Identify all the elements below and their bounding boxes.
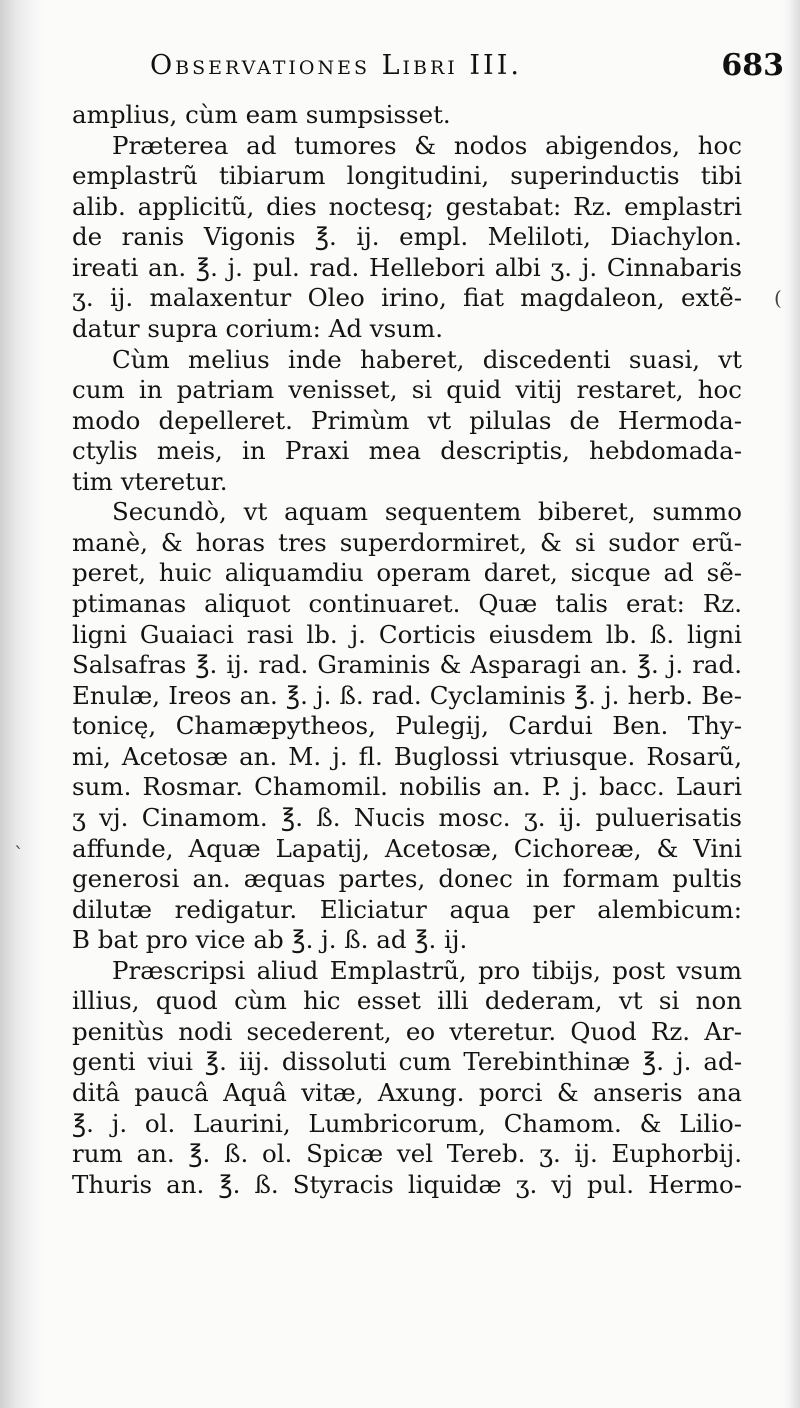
margin-mark-right: (: [774, 286, 782, 310]
text-line-9: Cùm melius inde haberet, discedenti suasi, vt: [112, 344, 742, 374]
text-line-7: ʒ. ij. malaxentur Oleo irino, fiat magdaleon, extẽ-: [72, 283, 742, 313]
text-line-3: emplastrũ tibiarum longitudini, superinductis tibi: [72, 161, 742, 191]
text-line-13: tim vteretur.: [72, 466, 228, 496]
text-line-35: rum an. ℥. ß. ol. Spicæ vel Tereb. ʒ. ij. Euphorbij.: [72, 1139, 742, 1169]
text-line-17: ptimanas aliquot continuaret. Quæ talis erat: Rz.: [72, 589, 742, 618]
text-line-18: ligni Guaiaci rasi lb. j. Corticis eiusdem lb. ß. ligni: [72, 619, 742, 649]
text-line-27: dilutæ redigatur. Eliciatur aqua per alembicum:: [72, 894, 742, 924]
page-header: [150, 44, 786, 94]
text-line-21: tonicę, Chamæpytheos, Pulegij, Cardui Ben. Thy-: [72, 711, 742, 741]
text-line-30: illius, quod cùm hic esset illi dederam, vt si non: [72, 986, 742, 1016]
text-line-11: modo depelleret. Primùm vt pilulas de Hermoda-: [72, 405, 742, 435]
text-line-2: Præterea ad tumores & nodos abigendos, hoc: [112, 130, 742, 160]
text-line-33: ditâ paucâ Aquâ vitæ, Axung. porci & anseris ana: [72, 1078, 742, 1107]
text-line-14: Secundò, vt aquam sequentem biberet, summo: [112, 497, 742, 527]
text-line-26: generosi an. æquas partes, donec in formam pultis: [72, 864, 742, 894]
text-line-12: ctylis meis, in Praxi mea descriptis, hebdomada-: [72, 436, 742, 466]
text-line-24: ʒ vj. Cinamom. ℥. ß. Nucis mosc. ʒ. ij. puluerisatis: [72, 802, 742, 832]
body-text: [72, 100, 742, 1200]
text-line-19: Salsafras ℥. ij. rad. Graminis & Asparagi an. ℥. j. rad.: [72, 650, 742, 680]
page-gutter-shadow: [0, 0, 46, 1408]
text-line-4: alib. applicitũ, dies noctesq; gestabat: Rz. emplastri: [72, 191, 742, 221]
text-line-31: penitùs nodi secederent, eo vteretur. Quod Rz. Ar-: [72, 1016, 742, 1046]
text-line-36: Thuris an. ℥. ß. Styracis liquidæ ʒ. vj pul. Hermo-: [72, 1169, 742, 1199]
text-line-20: Enulæ, Ireos an. ℥. j. ß. rad. Cyclaminis ℥. j. herb. Be-: [72, 680, 742, 710]
text-line-10: cum in patriam venisset, si quid vitij restaret, hoc: [72, 375, 742, 405]
text-line-32: genti viui ℥. iij. dissoluti cum Terebinthinæ ℥. j. ad-: [72, 1047, 742, 1077]
text-line-6: ireati an. ℥. j. pul. rad. Hellebori albi ʒ. j. Cinnabaris: [72, 252, 742, 282]
running-title: Observationes Libri III.: [150, 50, 522, 81]
text-line-16: peret, huic aliquamdiu operam daret, sicque ad sẽ-: [72, 558, 742, 588]
margin-mark-left: `: [14, 842, 24, 866]
text-line-5: de ranis Vigonis ℥. ij. empl. Meliloti, Diachylon.: [72, 222, 742, 252]
text-line-22: mi, Acetosæ an. M. j. fl. Buglossi vtriusque. Rosarũ,: [72, 741, 742, 771]
text-line-15: manè, & horas tres superdormiret, & si sudor erũ-: [72, 527, 742, 557]
text-line-29: Præscripsi aliud Emplastrũ, pro tibijs, post vsum: [112, 955, 742, 985]
text-line-8: datur supra corium: Ad vsum.: [72, 313, 444, 343]
text-line-34: ℥. j. ol. Laurini, Lumbricorum, Chamom. & Lilio-: [72, 1108, 742, 1138]
text-line-23: sum. Rosmar. Chamomil. nobilis an. P. j. bacc. Lauri: [72, 772, 742, 802]
page-edge-shadow: [782, 0, 800, 1408]
text-line-28: B bat pro vice ab ℥. j. ß. ad ℥. ij.: [72, 925, 468, 955]
text-line-25: affunde, Aquæ Lapatij, Acetosæ, Cichoreæ, & Vini: [72, 833, 742, 863]
page-number: 683: [721, 48, 784, 83]
text-line-1: amplius, cùm eam sumpsisset.: [72, 100, 451, 129]
